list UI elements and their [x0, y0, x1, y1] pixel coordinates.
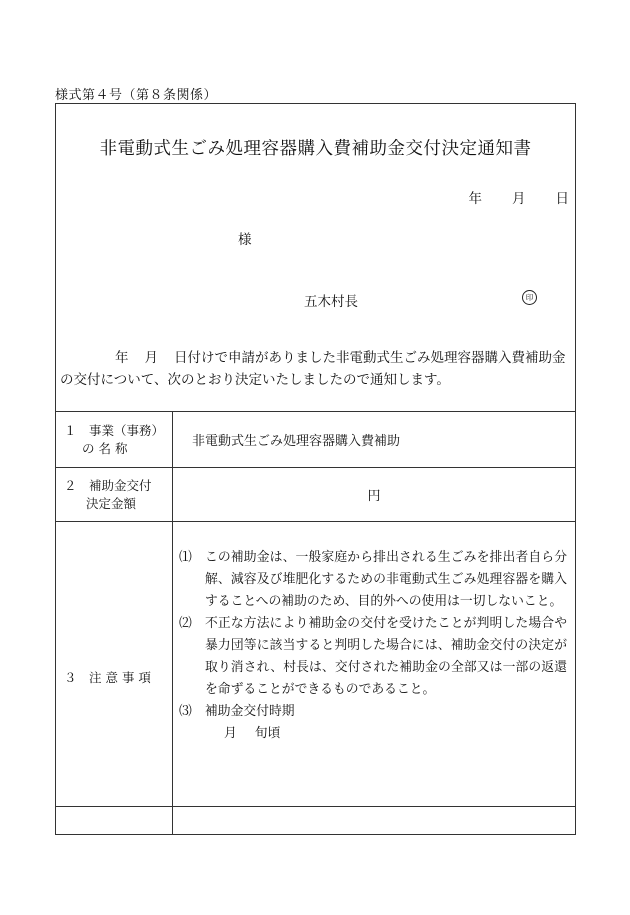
table-row-notes: [56, 522, 576, 835]
date-line: [469, 187, 570, 207]
note-item: [179, 547, 567, 613]
notes-label: ３ 注 意 事 項: [64, 670, 151, 685]
body-line-1-text: 日付けで申請がありました非電動式生ごみ処理容器購入費補助金: [174, 350, 566, 366]
note-number: ⑶: [179, 704, 192, 719]
notice-body: [56, 347, 571, 391]
notes-label-cell: [56, 522, 173, 835]
addressee-suffix: 様: [238, 232, 252, 248]
notes-cell: [173, 522, 576, 835]
table-row-amount: [56, 468, 576, 522]
table-row-project: [56, 412, 576, 468]
body-line-2: の交付について、次のとおり決定いたしましたので通知します。: [60, 372, 450, 388]
note-text: 不正な方法により補助金の交付を受けたことが判明した場合や暴力団等に該当すると判明した場合には、補助金交付の決定が取り消され、村長は、交付された補助金の全部又は一部の返還を命ずることができるものであること。: [205, 616, 567, 697]
project-label-cell: [56, 412, 173, 468]
note-text: 補助金交付時期: [205, 704, 295, 719]
details-table: [55, 411, 576, 835]
note-item: [179, 613, 567, 701]
timing-period: 旬頃: [254, 726, 281, 741]
issuer-name: 五木村長: [304, 294, 358, 310]
project-name-value: 非電動式生ごみ処理容器購入費補助: [173, 412, 576, 468]
note-number: ⑴: [179, 550, 192, 565]
document-title: 非電動式生ごみ処理容器購入費補助金交付決定通知書: [99, 139, 532, 159]
date-day: 日: [555, 191, 569, 207]
body-month: 月: [144, 350, 158, 366]
project-label-line1: １ 事業（事務）: [64, 422, 165, 438]
amount-label-cell: [56, 468, 173, 522]
project-label-line2: の 名 称: [82, 440, 128, 456]
body-year: 年: [115, 350, 129, 366]
seal-mark: 印: [522, 290, 537, 305]
amount-label-line1: ２ 補助金交付: [64, 477, 152, 493]
note-text: この補助金は、一般家庭から排出される生ごみを排出者自ら分解、減容及び堆肥化するための非電動式生ごみ処理容器を購入することへの補助のため、目的外への使用は一切しないこと。: [205, 550, 567, 609]
amount-value: 円: [173, 468, 576, 522]
date-year: 年: [468, 191, 482, 207]
date-month: 月: [512, 191, 526, 207]
amount-label-line2: 決定金額: [86, 495, 137, 511]
note-item: [179, 701, 567, 723]
notice-frame: [55, 103, 576, 807]
grant-timing: [179, 723, 567, 745]
body-line-1: [56, 347, 571, 369]
timing-month: 月: [224, 726, 237, 741]
form-number: 様式第４号（第８条関係）: [55, 88, 218, 103]
note-number: ⑵: [179, 616, 192, 631]
